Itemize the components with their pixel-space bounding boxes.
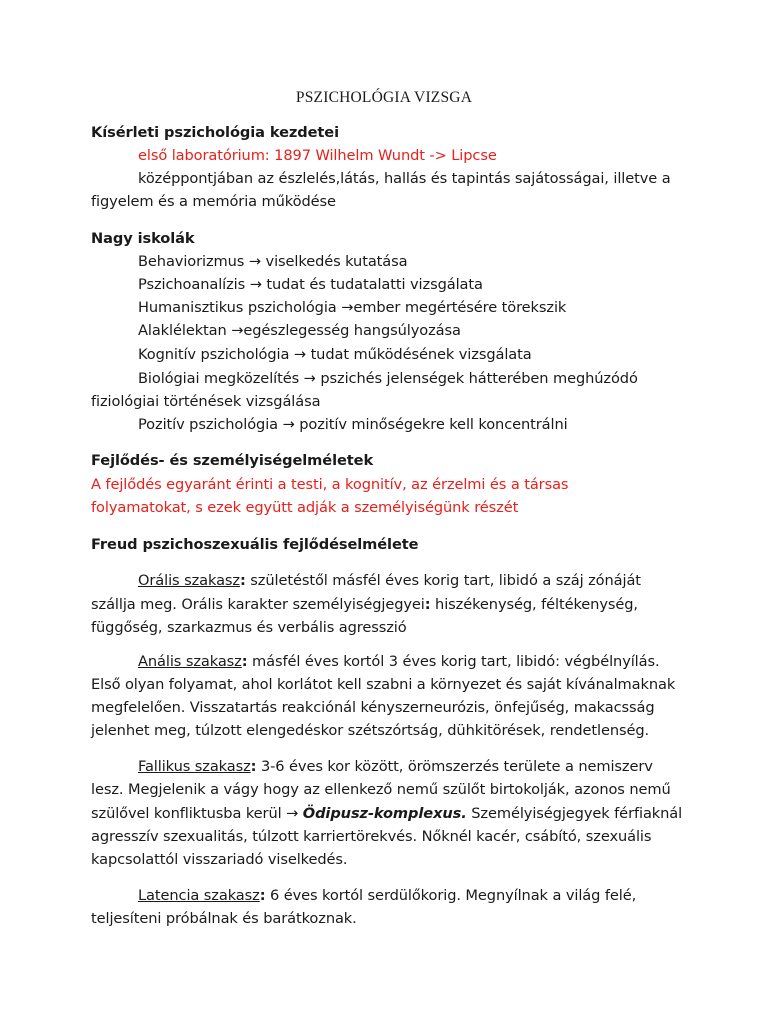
- list-item: [138, 321, 461, 341]
- heading-fejlodes: Fejlődés- és személyiségelméletek: [91, 452, 374, 469]
- arrow-icon: →: [249, 276, 262, 293]
- item-term: Alaklélektan: [138, 322, 227, 339]
- stage-label-analis: Anális szakasz: [138, 653, 242, 670]
- list-item: [138, 415, 568, 435]
- arrow-icon: →: [341, 299, 354, 316]
- label-colon: :: [240, 572, 246, 589]
- paragraph-line: jelenhet meg, túlzott elengedéskor szétszórtság, dühkitörések, rendetlenség.: [91, 722, 650, 739]
- heading-nagy-iskolak: Nagy iskolák: [91, 230, 195, 247]
- list-item: [138, 369, 638, 389]
- paragraph-line: középpontjában az észlelés,látás, hallás és tapintás sajátosságai, illetve a: [138, 170, 671, 187]
- arrow-icon: →: [282, 416, 295, 433]
- paragraph-line: megfelelően. Visszatartás reakciónál kényszerneurózis, önfejűség, makacsság: [91, 699, 655, 716]
- label-colon: :: [424, 596, 431, 613]
- arrow-icon: →: [293, 346, 307, 363]
- item-description: egészlegesség hangsúlyozása: [243, 322, 461, 339]
- red-line-laboratory: első laboratórium: 1897 Wilhelm Wundt -> Lipcse: [138, 147, 497, 164]
- list-item: [138, 252, 407, 272]
- list-item-continuation: fiziológiai történések vizsgálása: [91, 393, 321, 410]
- list-item: [138, 345, 532, 365]
- paragraph-line: függőség, szarkazmus és verbális agresszió: [91, 619, 407, 636]
- arrow-icon: →: [303, 370, 316, 387]
- paragraph-line: agresszív szexualitás, túlzott karriertörekvés. Nőknél kacér, csábító, szexuális: [91, 828, 652, 845]
- heading-kiserleti: Kísérleti pszichológia kezdetei: [91, 124, 339, 141]
- odipusz-komplexus-term: Ödipusz-komplexus.: [302, 805, 467, 822]
- list-item: [138, 275, 483, 295]
- stage-text: szállja meg. Orális karakter személyiségjegyei: [91, 596, 425, 613]
- label-colon: :: [250, 758, 257, 775]
- label-colon: :: [259, 887, 266, 904]
- item-description: tudat és tudatalatti vizsgálata: [266, 276, 483, 293]
- item-term: Kognitív pszichológia: [138, 346, 290, 363]
- stage-text: születéstől másfél éves korig tart, libidó a száj zónáját: [245, 572, 641, 589]
- item-description: ember megértésére törekszik: [353, 299, 567, 316]
- stage-label-oralis: Orális szakasz: [138, 572, 240, 589]
- arrow-icon: →: [231, 322, 244, 339]
- paragraph-line: kapcsolattól visszariadó viselkedés.: [91, 851, 348, 868]
- stage-text: másfél éves kortól 3 éves korig tart, libidó: végbélnyílás.: [247, 653, 660, 670]
- paragraph-line: teljesíteni próbálnak és barátkoznak.: [91, 910, 357, 927]
- arrow-icon: →: [248, 253, 261, 270]
- item-term: Pozitív pszichológia: [138, 416, 279, 433]
- stage-label-latencia: Latencia szakasz: [138, 887, 260, 904]
- item-description: pszichés jelenségek hátterében meghúzódó: [320, 370, 638, 387]
- item-term: Behaviorizmus: [138, 253, 245, 270]
- paragraph-line: [138, 757, 653, 777]
- stage-text: Személyiségjegyek férfiaknál: [466, 805, 683, 822]
- red-paragraph-line: folyamatokat, s ezek együtt adják a személyiségünk részét: [91, 499, 519, 516]
- paragraph-line: [138, 652, 660, 672]
- stage-text: 3-6 éves kor között, örömszerzés területe a nemiszerv: [256, 758, 653, 775]
- stage-text: szülővel konfliktusba kerül: [91, 805, 287, 822]
- heading-freud: Freud pszichoszexuális fejlődéselmélete: [91, 536, 419, 553]
- paragraph-line: Első olyan folyamat, ahol korlátot kell szabni a környezet és saját kívánalmaknak: [91, 676, 676, 693]
- red-paragraph-line: A fejlődés egyaránt érinti a testi, a kognitív, az érzelmi és a társas: [91, 476, 569, 493]
- paragraph-line: [138, 886, 636, 906]
- item-description: viselkedés kutatása: [265, 253, 408, 270]
- paragraph-line: [138, 571, 641, 591]
- item-term: Pszichoanalízis: [138, 276, 246, 293]
- paragraph-line: [91, 804, 682, 824]
- item-description: pozitív minőségekre kell koncentrálni: [299, 416, 568, 433]
- item-description: tudat működésének vizsgálata: [310, 346, 532, 363]
- item-term: Biológiai megközelítés: [138, 370, 300, 387]
- paragraph-line: [91, 595, 638, 615]
- paragraph-line: lesz. Megjelenik a vágy hogy az ellenkező nemű szülőt birtokolják, azonos nemű: [91, 781, 671, 798]
- list-item: [138, 298, 566, 318]
- arrow-icon: →: [286, 805, 299, 822]
- page-title: PSZICHOLÓGIA VIZSGA: [295, 89, 473, 106]
- stage-text: 6 éves kortól serdülőkorig. Megnyílnak a világ felé,: [265, 887, 637, 904]
- paragraph-line: figyelem és a memória működése: [91, 193, 336, 210]
- item-term: Humanisztikus pszichológia: [138, 299, 337, 316]
- stage-label-fallikus: Fallikus szakasz: [138, 758, 251, 775]
- stage-text: hiszékenység, féltékenység,: [430, 596, 638, 613]
- label-colon: :: [241, 653, 248, 670]
